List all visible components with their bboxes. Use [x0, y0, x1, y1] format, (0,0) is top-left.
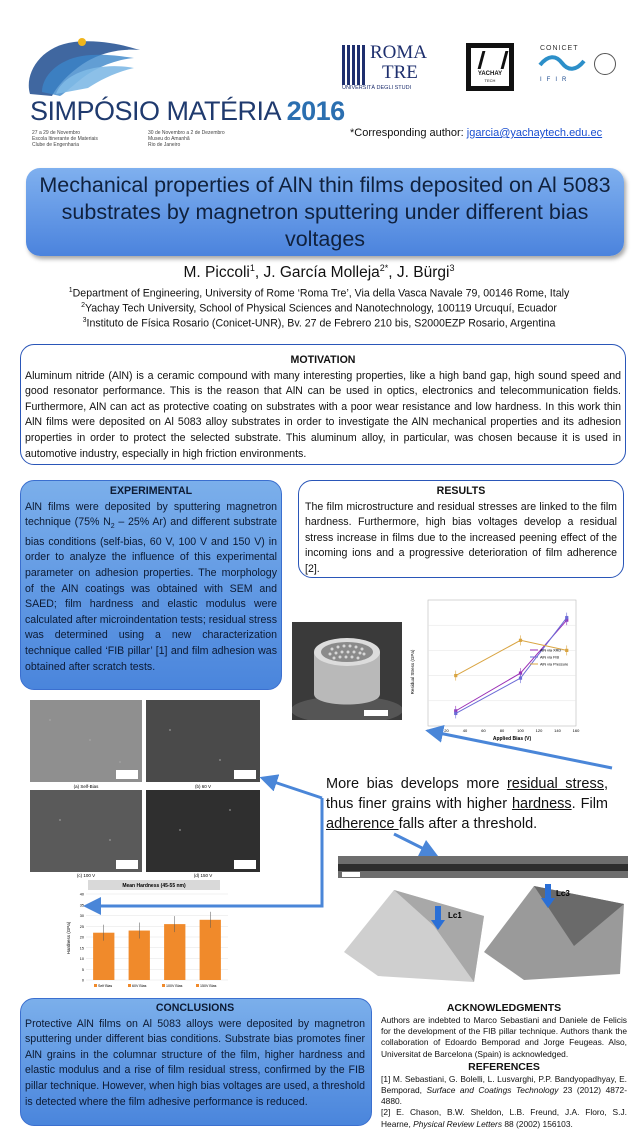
- hardness-y-tick: 40: [79, 892, 84, 897]
- hardness-legend-label: 150V Bias: [200, 984, 217, 988]
- hardness-y-tick: 35: [79, 903, 84, 908]
- lc1-label: Lc1: [448, 911, 462, 920]
- stress-legend-label: AlN via Pressure: [540, 662, 569, 667]
- hardness-y-tick: 5: [81, 967, 84, 972]
- motivation-body: Aluminum nitride (AlN) is a ceramic compound with many interesting properties, like a high band gap, high sound speed and good resonator performance. This is the reason that AlN can be used in optics, electronics and telecommunication fields. Furthermore, AlN can act as protective coating on substrates with a poor wear resistance and low hardness. In this work thin AlN films were deposited on Al 5083 alloy substrates in order to investigate the AlN mechanical properties and its adhesion properties in order to protect the selected substrate. This aluminum alloy, in particular, was chosen because it is used in automotive industry, especially in high friction environments.: [25, 369, 621, 460]
- affiliation-3: $^3$Instituto de Física Rosario (Conicet-UNR), Bv. 27 de Febrero 210 bis, S2000EZP Rosario, Argentina: [82, 317, 556, 330]
- authors-line: M. Piccoli$^1$, J. García Molleja$^{2*}$, J. Bürgi$^3$: [183, 263, 455, 282]
- affiliation-1: $^1$Department of Engineering, University of Rome ‘Roma Tre’, Via della Vasca Navale 79, 00146 Rome, Italy: [68, 287, 570, 300]
- hardness-title: Mean Hardness (45-55 nm): [122, 883, 186, 889]
- conclusions-heading: CONCLUSIONS: [155, 1002, 235, 1014]
- acknowledgments-section: [381, 1001, 627, 1130]
- references-heading: REFERENCES: [468, 1060, 540, 1073]
- conclusions-body: Protective AlN films on Al 5083 alloys were deposited by magnetron sputtering under different bias conditions. Substrate bias promotes finer AlN grains in the columnar structure of the film, higher hardness and elastic modulus and a rise of film residual stress, confirmed by the FIB pillar technique. However, when high bias voltages are used, a threshold is detected where the film adhesive performance is reduced.: [25, 1017, 365, 1108]
- lc3-label: Lc3: [556, 889, 570, 898]
- stress-x-tick: 80: [499, 728, 505, 733]
- sem-caption-a: (a) Self-Bias: [73, 784, 99, 789]
- motivation-heading: MOTIVATION: [290, 354, 356, 366]
- reference-2: [2] E. Chason, B.W. Sheldon, L.B. Freund, J.A. Floro, S.J. Hearne, Physical Review Letters 88 (2002) 156103.: [381, 1107, 627, 1129]
- event-title: SIMPÓSIO MATÉRIA 2016: [30, 96, 345, 126]
- hardness-y-tick: 0: [81, 978, 84, 983]
- corresponding-email-link[interactable]: jgarcia@yachaytech.edu.ec: [466, 127, 603, 139]
- roma-tre-logo: ROMA TRE UNIVERSITÀ DEGLI STUDI: [342, 43, 448, 91]
- stress-x-tick: 20: [444, 728, 449, 733]
- stress-legend-label: AlN via XRD: [540, 648, 562, 653]
- experimental-body: AlN films were deposited by sputtering magnetron technique (75% $N_2 - 25\%$ Ar) and different substrate bias conditions (self-bias, 60 V, 100 V and 150 V) in order to analyze the influence of this experimental parameter on adhesion properties. The morphology of the AlN coatings was obtained with SEM and SAED; film hardness and elastic modulus were calculated after microindentation tests; residual stress was determined using a new characterization technique called ‘FIB pillar’ [1] and film adhesion was obtained after scratch tests.: [25, 500, 278, 673]
- acknowledgments-body: Authors are indebted to Marco Sebastiani and Daniele de Felicis for the development of the FIB pillar technique. Authors thank the collaboration of Edoardo Bemporad and Jorge Feugeas. Also, Universitat de Barcelona (Spain) is acknowledged.: [381, 1015, 627, 1059]
- reference-1: [1] M. Sebastiani, G. Bolelli, L. Lusvarghi, P.P. Bandyopadhyay, E. Bemporad, Surface and Coatings Technology 23 (2012) 4872-4880.: [381, 1073, 627, 1107]
- stress-x-tick: 40: [462, 728, 468, 733]
- stress-x-tick: 100: [517, 728, 524, 733]
- results-heading: RESULTS: [436, 485, 486, 497]
- event-dates-right: 30 de Novembro a 2 de Dezembro Museu do Amanhã Rio de Janeiro: [148, 130, 225, 148]
- experimental-heading: EXPERIMENTAL: [109, 485, 193, 497]
- hardness-legend-label: 100V Bias: [166, 984, 183, 988]
- stress-xlabel: Applied Bias (V): [492, 736, 532, 742]
- hardness-y-tick: 30: [79, 914, 84, 918]
- sem-caption-b: (b) 60 V: [194, 784, 212, 789]
- stress-ylabel: Residual Stress (GPa): [410, 649, 415, 695]
- hardness-legend-label: 60V Bias: [132, 984, 147, 988]
- stress-x-tick: 120: [535, 728, 543, 733]
- hardness-y-tick: 25: [79, 924, 84, 929]
- hardness-y-tick: 15: [79, 946, 84, 951]
- hardness-y-tick: 10: [79, 957, 84, 961]
- conclusions-panel: [20, 998, 372, 1126]
- hardness-ylabel: Hardness (GPa): [66, 921, 71, 955]
- bias-note: More bias develops more residual stress, thus finer grains with higher hardness. Film adherence falls after a threshold.: [326, 776, 609, 832]
- acknowledgments-heading: ACKNOWLEDGMENTS: [446, 1002, 562, 1014]
- hardness-legend-label: Self Bias: [98, 984, 113, 988]
- yachay-tech-logo: YACHAY TECH: [466, 43, 514, 91]
- poster-title: Mechanical properties of AlN thin films deposited on Al 5083 substrates by magnetron sputtering under different bias voltages: [26, 168, 624, 256]
- stress-legend-label: AlN via FIB: [540, 655, 559, 660]
- corresponding-author: *Corresponding author: jgarcia@yachaytech.edu.ec: [350, 127, 603, 139]
- scratch-test-image: [334, 856, 630, 988]
- sem-caption-d: (d) 150 V: [193, 873, 213, 878]
- affiliation-2: $^2$Yachay Tech University, School of Physical Sciences and Nanotechnology, 100119 Urcuquí, Ecuador: [81, 302, 557, 315]
- event-dates-left: 27 a 29 de Novembro Escola Itinerante de Materiais Clube de Engenharia: [32, 130, 98, 148]
- stress-x-tick: 160: [572, 728, 580, 733]
- hardness-y-tick: 20: [79, 935, 84, 940]
- sem-caption-c: (c) 100 V: [76, 873, 96, 878]
- stress-x-tick: 60: [481, 728, 486, 733]
- stress-x-tick: 0: [426, 728, 430, 733]
- conicet-ifir-logo: CONICET I F I R: [532, 43, 624, 89]
- stress-x-tick: 140: [554, 728, 561, 733]
- results-body: The film microstructure and residual stresses are linked to the film hardness. Furthermore, high bias voltages develop a residual stress increase in films due to the increased peening effect of the incoming ions and a progressive deterioration of film adherence [2].: [305, 500, 617, 575]
